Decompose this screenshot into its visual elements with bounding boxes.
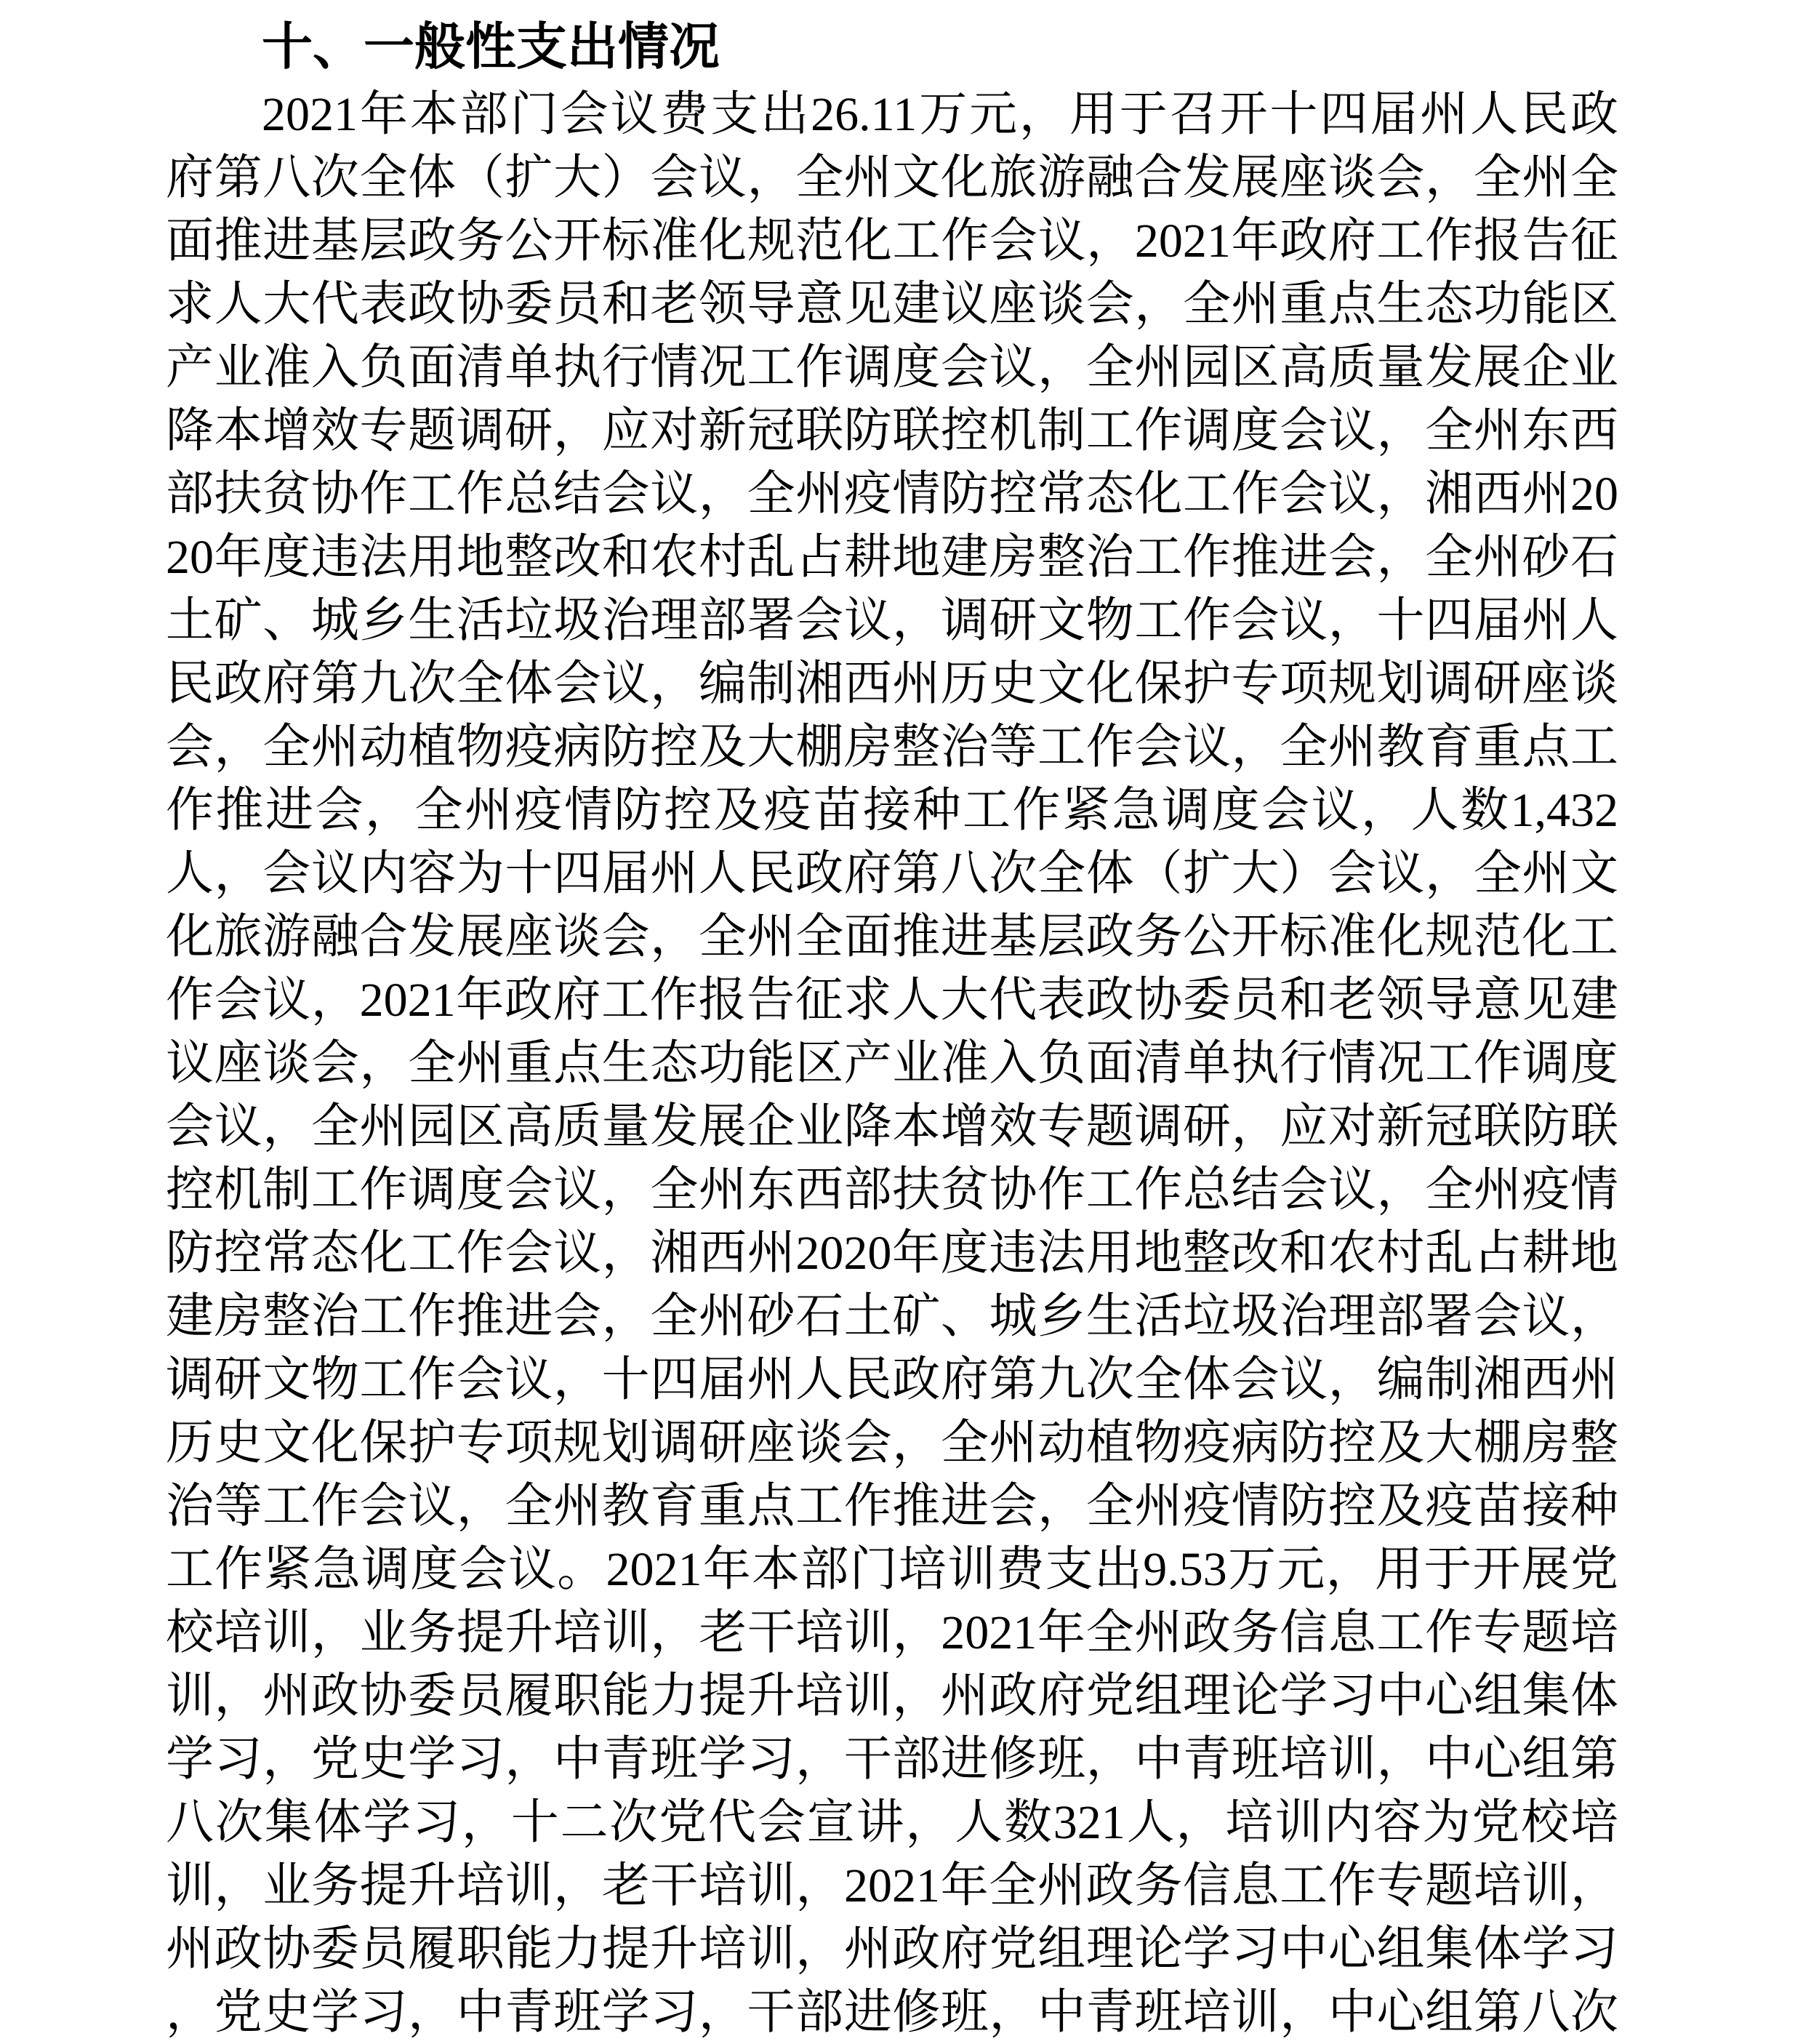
text-line: 建房整治工作推进会，全州砂石土矿、城乡生活垃圾治理部署会议， bbox=[166, 1290, 1618, 1343]
text-line: 20年度违法用地整改和农村乱占耕地建房整治工作推进会，全州砂石 bbox=[166, 531, 1618, 584]
text-line: 防控常态化工作会议，湘西州2020年度违法用地整改和农村乱占耕地 bbox=[166, 1227, 1618, 1280]
text-line: 校培训，业务提升培训，老干培训，2021年全州政务信息工作专题培 bbox=[166, 1606, 1618, 1659]
text-line: 求人大代表政协委员和老领导意见建议座谈会，全州重点生态功能区 bbox=[166, 278, 1618, 331]
text-line: 作会议，2021年政府工作报告征求人大代表政协委员和老领导意见建 bbox=[166, 974, 1618, 1027]
text-line: 学习，党史学习，中青班学习，干部进修班，中青班培训，中心组第 bbox=[166, 1733, 1618, 1786]
text-line: 历史文化保护专项规划调研座谈会，全州动植物疫病防控及大棚房整 bbox=[166, 1416, 1618, 1470]
text-line: 治等工作会议，全州教育重点工作推进会，全州疫情防控及疫苗接种 bbox=[166, 1480, 1618, 1533]
text-line: 调研文物工作会议，十四届州人民政府第九次全体会议，编制湘西州 bbox=[166, 1353, 1618, 1406]
text-line: 八次集体学习，十二次党代会宣讲，人数321人，培训内容为党校培 bbox=[166, 1796, 1618, 1849]
text-line: 化旅游融合发展座谈会，全州全面推进基层政务公开标准化规范化工 bbox=[166, 910, 1618, 963]
document-page bbox=[166, 10, 1618, 2044]
text-line: 训，州政协委员履职能力提升培训，州政府党组理论学习中心组集体 bbox=[166, 1670, 1618, 1723]
text-line: 民政府第九次全体会议，编制湘西州历史文化保护专项规划调研座谈 bbox=[166, 657, 1618, 710]
text-line: 控机制工作调度会议，全州东西部扶贫协作工作总结会议，全州疫情 bbox=[166, 1163, 1618, 1217]
text-line: 人，会议内容为十四届州人民政府第八次全体（扩大）会议，全州文 bbox=[166, 847, 1618, 900]
text-line: 会，全州动植物疫病防控及大棚房整治等工作会议，全州教育重点工 bbox=[166, 721, 1618, 774]
text-line: 作推进会，全州疫情防控及疫苗接种工作紧急调度会议，人数1,432 bbox=[166, 784, 1618, 837]
text-line: 州政协委员履职能力提升培训，州政府党组理论学习中心组集体学习 bbox=[166, 1923, 1618, 1976]
paragraph-lines bbox=[166, 83, 1618, 2044]
text-line: 议座谈会，全州重点生态功能区产业准入负面清单执行情况工作调度 bbox=[166, 1037, 1618, 1090]
text-line: 训，业务提升培训，老干培训，2021年全州政务信息工作专题培训， bbox=[166, 1859, 1618, 1912]
text-line: 府第八次全体（扩大）会议，全州文化旅游融合发展座谈会，全州全 bbox=[166, 151, 1618, 204]
section-heading: 十、一般性支出情况 bbox=[262, 18, 720, 75]
text-line: 部扶贫协作工作总结会议，全州疫情防控常态化工作会议，湘西州20 bbox=[166, 468, 1618, 521]
text-line: 面推进基层政务公开标准化规范化工作会议，2021年政府工作报告征 bbox=[166, 215, 1618, 268]
text-line: ，党史学习，中青班学习，干部进修班，中青班培训，中心组第八次 bbox=[166, 1986, 1618, 2039]
text-line: 产业准入负面清单执行情况工作调度会议，全州园区高质量发展企业 bbox=[166, 341, 1618, 394]
text-line: 土矿、城乡生活垃圾治理部署会议，调研文物工作会议，十四届州人 bbox=[166, 594, 1618, 647]
text-line: 2021年本部门会议费支出26.11万元，用于召开十四届州人民政 bbox=[262, 88, 1618, 141]
text-line: 降本增效专题调研，应对新冠联防联控机制工作调度会议，全州东西 bbox=[166, 404, 1618, 457]
text-line: 会议，全州园区高质量发展企业降本增效专题调研，应对新冠联防联 bbox=[166, 1100, 1618, 1153]
text-line: 工作紧急调度会议。2021年本部门培训费支出9.53万元，用于开展党 bbox=[166, 1543, 1618, 1596]
